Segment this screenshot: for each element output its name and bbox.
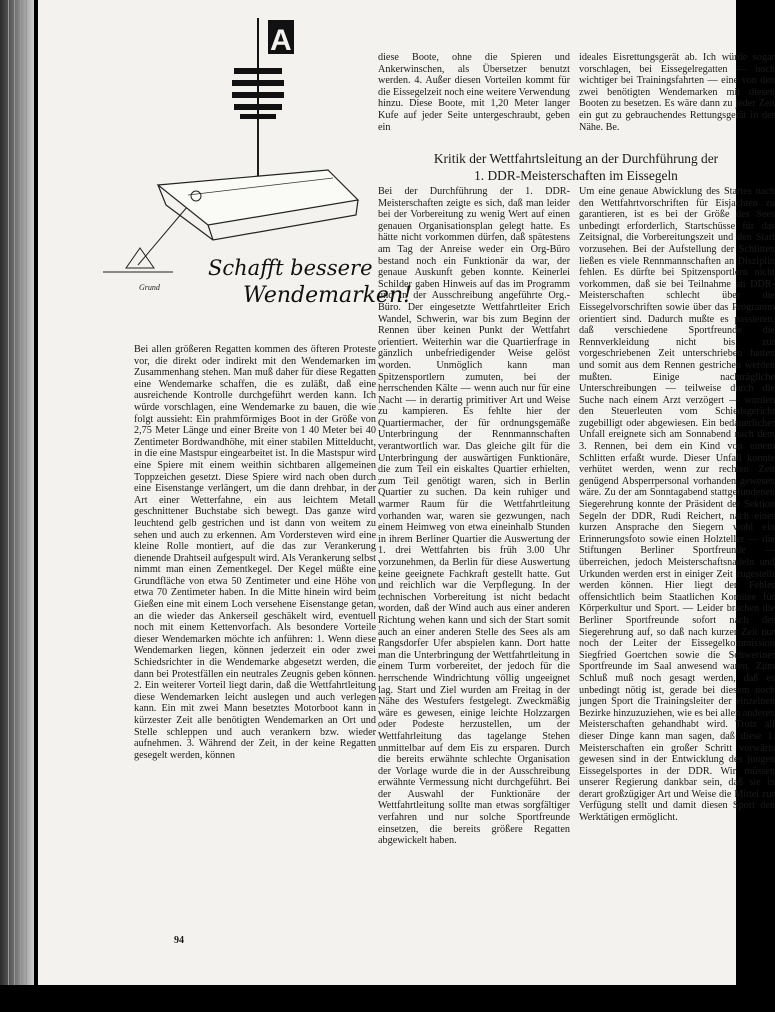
article-continuation-col3 — [579, 52, 775, 133]
article-title-line1: Schafft bessere — [208, 256, 373, 280]
article-continuation-col2 — [378, 52, 570, 133]
critique-column-2 — [579, 186, 775, 824]
article-column-1 — [134, 344, 376, 761]
wendemarke-boat-illustration — [98, 10, 368, 290]
article-body-text: Bei allen größeren Regatten kommen des öfteren Proteste vor, die direkt oder indirekt mit den Wendemarken im Zusammenhang stehen. Man muß daher für diese Regatten eine Wendemarke schaffen, die es zuläßt, daß eine ausreichende Kontrolle durchgeführt werden kann. Ich würde vorschlagen, eine Wendemarke zu bauen, die wie folgt aussieht: Ein prahmförmiges Boot in der Größe von 2,75 Meter Länge und einer Breite von 1 40 Meter bei 40 Zentimeter Bordwandhöhe, mit einer stabilen Mittelducht, in die eine Mastspur eingearbeitet ist. In die Mastspur wird eine Spiere mit einem weithin sichtbaren allgemeinen Toppzeichen gesetzt. Diese Spiere wird nach oben durch eine Eisenstange verlängert, um die dann drehbar, in der Art einer Wetterfahne, ein aus leichtem Metall geschnittener Buchstabe sich bewegt. Das ganze wird leuchtend gelb gestrichen und ist dann von weitem zu sehen und auch zu erkennen. Am Vordersteven wird eine kleine Rolle montiert, auf die das zur Verankerung dienende Drahtseil aufgespult wird. Als Verankerung selbst nimmt man einen Zementkegel. Der Kegel müßte eine Grundfläche von etwa 50 Zentimeter und eine Höhe von etwa 70 Zentimeter haben. In die Mitte hinein wird beim Gießen eine mit einem Loch versehene Eisenstange getan, an die wieder das Ankerseil geschäkelt wird, eventuell noch mit einem Kettenvorfach. Als besondere Vorteile dieser Wendemarken möchte ich anführen: 1. Wenn diese Wendemarken liegen, können jederzeit ein oder zwei Schiedsrichter in die Wendemarke abgesetzt werden, die dann bei Protestfällen ein neutrales Zeugnis geben können. 2. Ein weiterer Vorteil liegt darin, daß die Wettfahrtleitung diese Wendemarken leicht auslegen und auch verlegen kann. Ein mit zwei Mann besetztes Motorboot kann in kürzester Zeit alle benötigten Wendemarken an Ort und Stelle schleppen und auch verankern bzw. wieder aufnehmen. 3. Während der Zeit, in der keine Regatten gesegelt werden, können — [134, 344, 376, 761]
page-number: 94 — [174, 935, 184, 946]
continuation-text: diese Boote, ohne die Spieren und Ankerwinschen, als Übersetzer benutzt werden. 4. Außer diesen Vorteilen kommt für die Eissegelzeit noch eine weitere Verwendung hinzu. Diese Boote, mit 1,20 Meter langer Kufe auf jeder Seite untergeschraubt, geben ein — [378, 52, 570, 133]
critique-text: Bei der Durchführung der 1. DDR-Meisterschaften zeigte es sich, daß man leider bei der Vorbereitung zu wenig Wert auf einen genauen Organisationsplan gelegt hatte. Es hätte nicht vorkommen dürfen, daß spätestens am Tag der Anreise weder ein Org-Büro bestand noch ein Funktionär da war, der genaue Auskunft geben konnte. Keinerlei Schilder gaben Hinweis auf das im Programm und in der Ausschreibung angeführte Org.-Büro. Der eingesetzte Wettfahrtleiter Erich Wandel, Schwerin, war bis zum Beginn der Rennen über keinen Punkt der Wettfahrt orientiert. Weiterhin war die Quartierfrage in gänzlich unbefriedigender Weise gelöst worden. Unmöglich kann man Spitzensportlern zumuten, bei der herrschenden Kälte — wenn auch nur für eine Nacht — in derartig primitiver Art und Weise zu kampieren. Es fehlte hier der Quartiermacher, der für ordnungsgemäße Unterbringung der Rennmannschaften verantwortlich war. Das gleiche gilt für die Unterbringung der auswärtigen Funktionäre, die zum Teil ein eiskaltes Quartier erhielten, zum Teil genötigt waren, sich in Berlin Quartier zu suchen. Da kein ruhiger und warmer Raum für die Wettfahrtleitung vorhanden war, waren sie gezwungen, nach einem Heimweg von etwa eineinhalb Stunden in ihrem Berliner Quartier die Auswertung der 1. drei Wettfahrten bis früh 3.00 Uhr vorzunehmen, da Berlin für diese Auswertung keine geeignete Fachkraft gestellt hatte. Gut und reichlich war die Verpflegung. In der technischen Vorbereitung ist nicht bedacht worden, daß der Wind auch aus einer anderen Richtung wehen kann und sich der Start somit auch an einer anderen Stelle des Sees als am Rangsdorfer Ufer abspielen kann. Dort hatte man die Unterbringung der Wettfahrtleitung in einem Turm vorbereitet, der jedoch für die herrschende Windrichtung völlig ungeeignet lag. Start und Ziel wurden am Freitag in der Nähe des Westufers festgelegt. Zweckmäßig wäre es gewesen, einige leichte Holzzargen oder Podeste herzustellen, um der Wettfahrleitung das tagelange Stehen unmittelbar auf dem Eis zu ersparen. Durch die bereits erwähnte schlechte Organisation der Vorlage wurde die in der Ausschreibung erwähnte Vermessung nicht durchgeführt. Bei der Auswahl der Funktionäre der Wettfahrtleitung sollte man etwas sorgfältiger verfahren und nur solche Sportfreunde einsetzen, die bereits größere Regatten abgewickelt haben. — [378, 186, 570, 847]
flag-letter: A — [270, 24, 292, 57]
magazine-page — [38, 0, 775, 985]
article-title-line2: Wendemarken! — [243, 283, 412, 308]
headline-line1: Kritik der Wettfahrtsleitung an der Durchführung der — [433, 151, 719, 166]
book-spine — [0, 0, 34, 985]
continuation-text: ideales Eisrettungsgerät ab. Ich würde sogar vorschlagen, bei Eissegelregatten — noch wichtiger bei Trainingsfahrten — eine von den zwei benötigten Wendemarken mit diesen Booten zu besetzen. Es wäre dann zu jeder Zeit ein gut zu gebrauchendes Rettungsgerät in der Nähe. Be. — [579, 52, 775, 133]
critique-headline — [386, 150, 766, 184]
critique-column-1 — [378, 186, 570, 847]
ground-label: Grund — [139, 283, 160, 292]
critique-text: Um eine genaue Abwicklung des Startes nach den Wettfahrtvorschriften für Eisjachten zu garantieren, ist es bei der Größe des Sees unbedingt erforderlich, Startschüsse für das Zeitsignal, die Vorbereitungszeit und den Start vorzusehen. Bei der Aufstellung der Schlitten ließen es viele Rennmannschaften an Disziplin fehlen. Es dürfte bei Spitzensportlern nicht vorkommen, daß sie bei Teilnahme an DDR-Meisterschaften schlecht über die Eissegelvorschriften sowie über das Programm orientiert sind. Dadurch mußte es passieren, daß verschiedene Sportfreunde die Rennverkleidung nicht bis zur vorgeschriebenen Zeit unterschrieben hatten und somit aus dem Rennen gestrichen werden mußten. Einige nachträgliche Unterschreibungen — teilweise durch die Suche nach einem Arzt verzögert — wurden den Steuerleuten vom Schiedsgericht zugebilligt oder abgewiesen. Ein bedauerlicher Unfall ereignete sich am Sonnabend nach dem 3. Rennen, bei dem ein Kind von einem Schlitten erfaßt wurde. Dieser Unfall konnte verhütet werden, wenn zur rechten Zeit genügend Absperrpersonal vorhanden gewesen wäre. Zu der am Sonntagabend stattgefundenen Siegerehrung konnte der Präsident der Sektion Segeln der DDR, Rudi Reichert, nach einer kurzen Ansprache den Siegern wohl ein Erinnerungsfoto sowie einen Holzteller — die Stiftungen Berliner Sportfreunde — überreichen, jedoch Meisterschaftsnadeln und Urkunden werden erst in einiger Zeit zugestellt werden können. Hier liegt der Fehler offensichtlich beim Staatlichen Komitee für Körperkultur und Sport. — Leider brachen die Berliner Sportfreunde sofort nach der Siegerehrung auf, so daß nach kurzer Zeit nur noch der Leiter der Eissegelkommission Siegfried Goertchen sowie die Schweriner Sportfreunde im Saal anwesend waren. Zum Schluß muß noch gesagt werden, daß es unbedingt nötig ist, gerade bei diesem noch jungen Sport die Trainingsleiter der einzelnen Bezirke hinzuzuziehen, wie es bei allen anderen Meisterschaften gehandhabt wird. Trotz all dieser Dinge kann man sagen, daß diese 1. Meisterschaften ein großer Schritt vorwärts gewesen sind in der Entwicklung des jungen Eissegelsportes in der DDR. Wir müssen unserer Regierung dankbar sein, daß sie in derart großzügiger Art und Weise die Mittel zur Verfügung stellt und damit diesen Sport den Werktätigen ermöglicht. — [579, 186, 775, 824]
headline-line2: 1. DDR-Meisterschaften im Eissegeln — [474, 168, 678, 183]
